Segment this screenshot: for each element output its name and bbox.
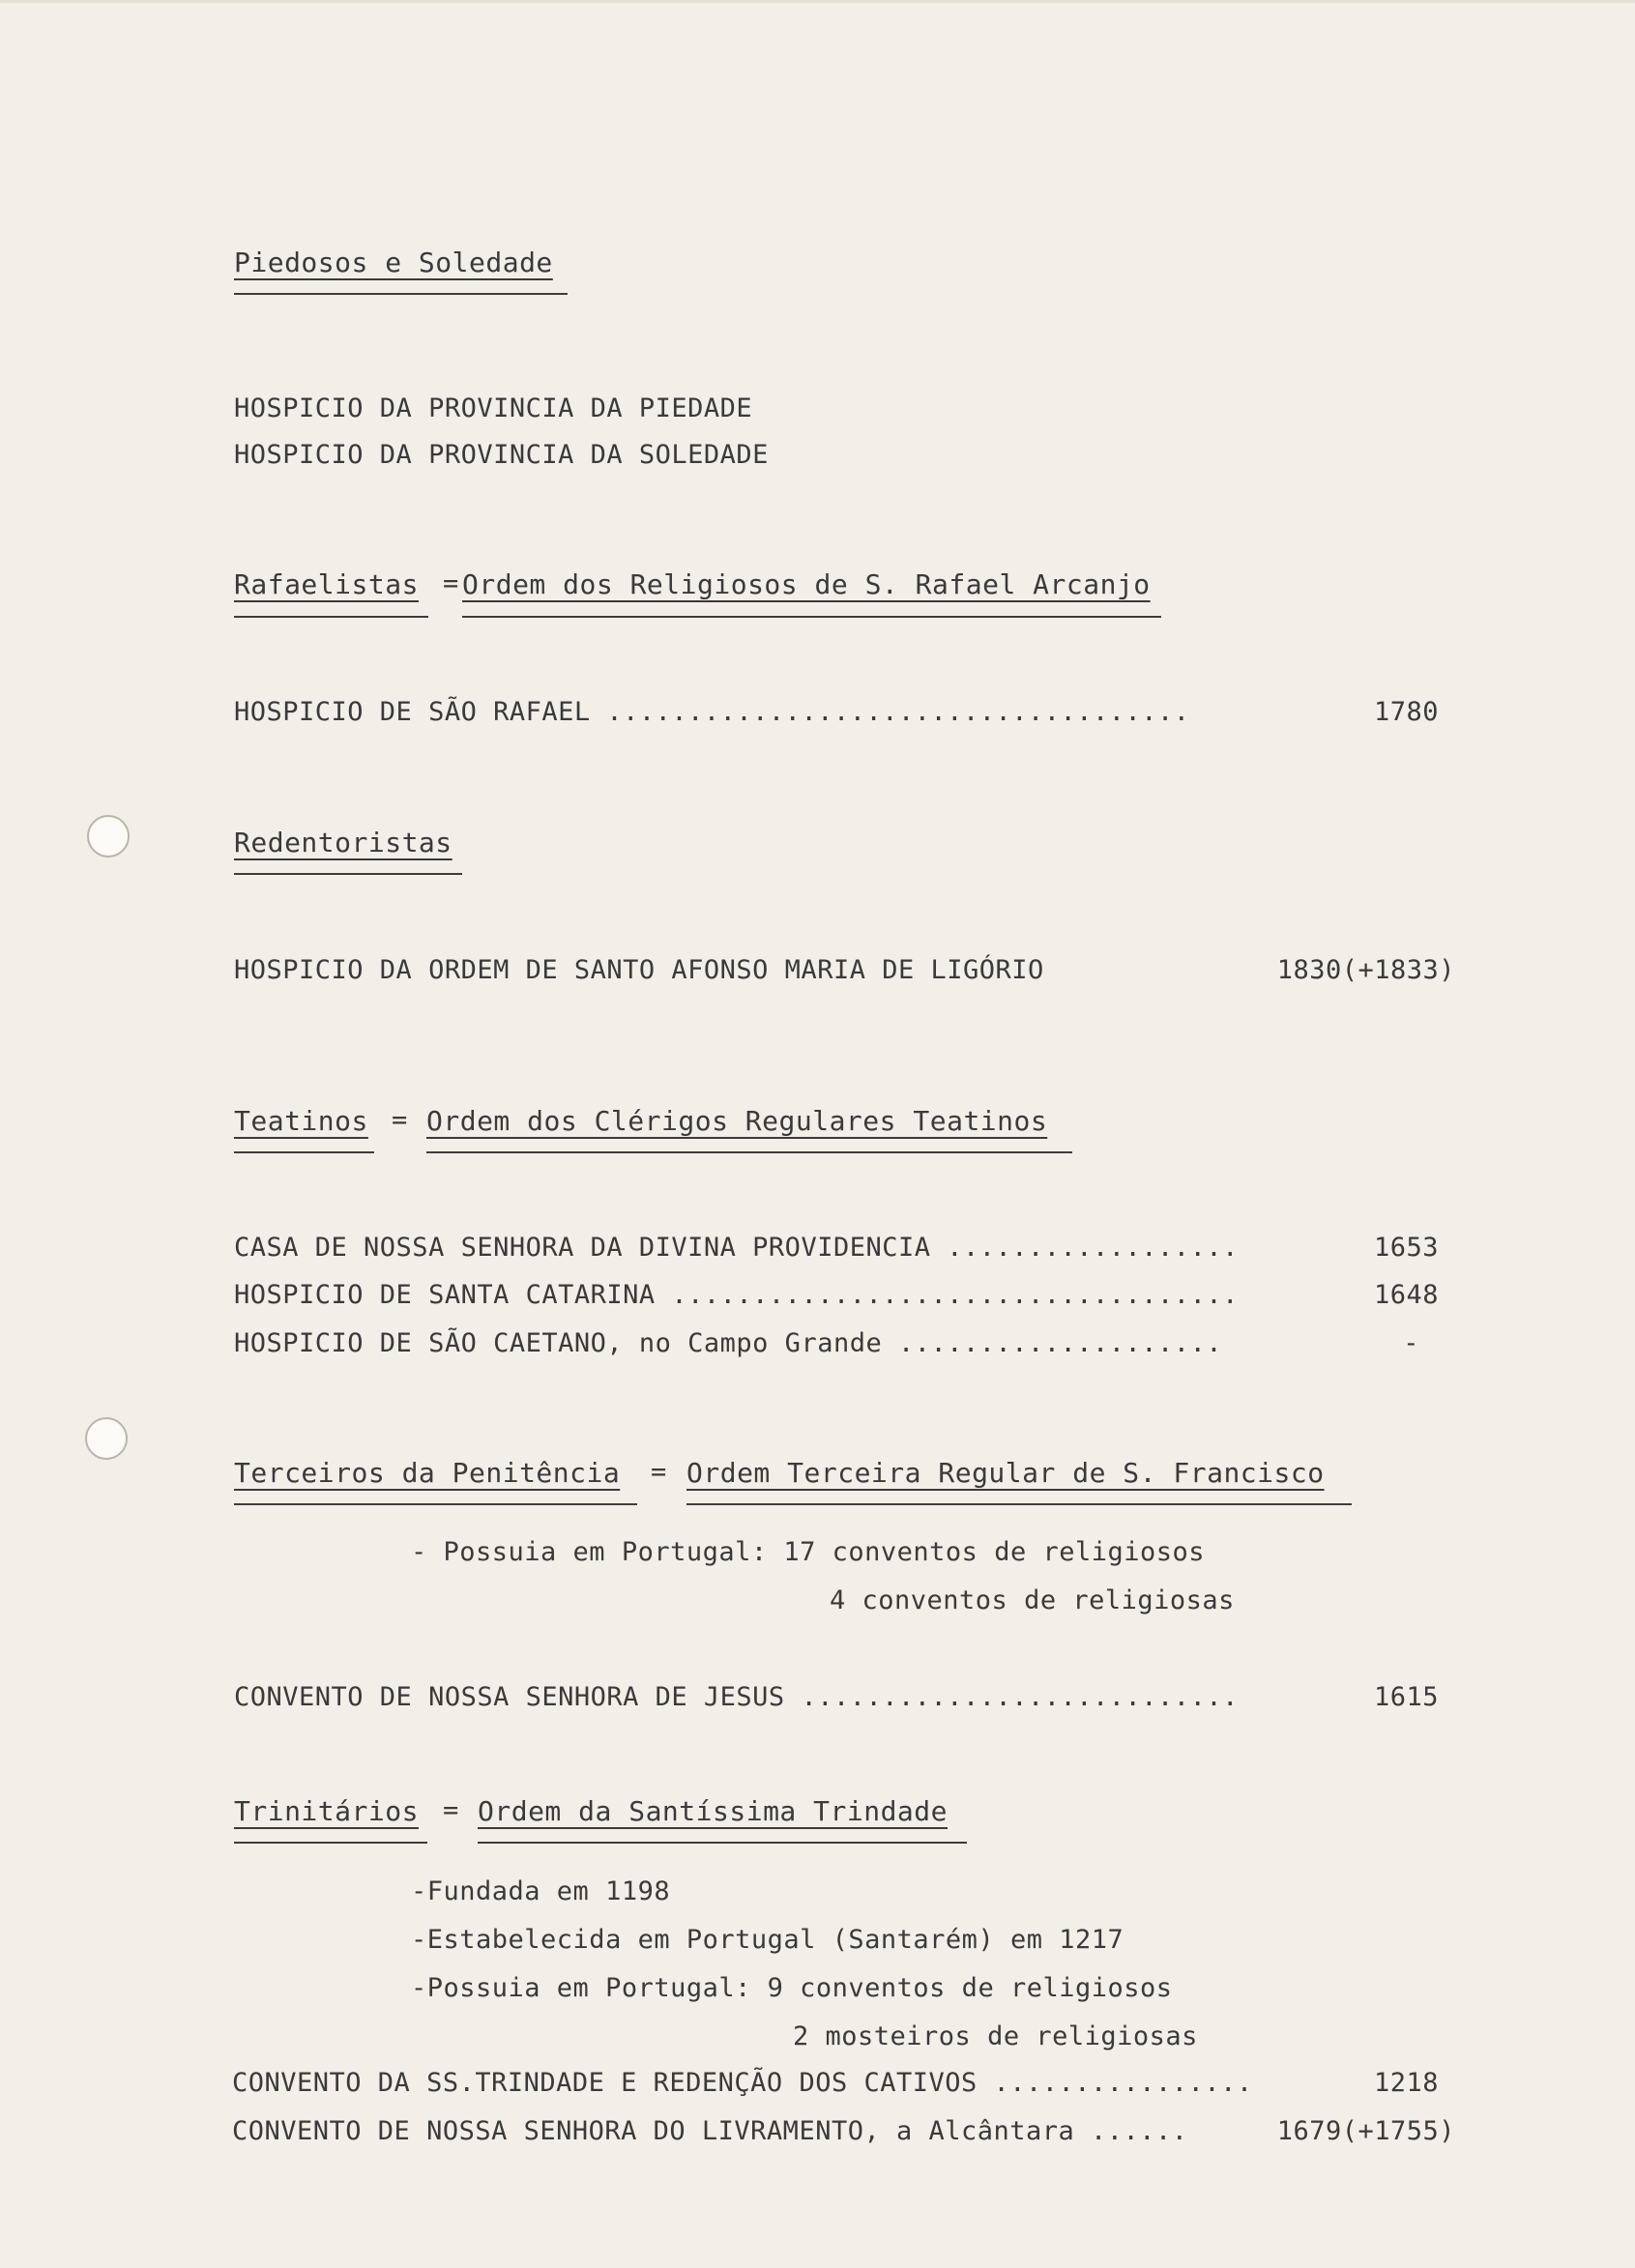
item-hospicio-soledade: HOSPICIO DA PROVINCIA DA SOLEDADE xyxy=(234,440,769,470)
heading-underline xyxy=(462,616,1161,618)
note-possuia: - Possuia em Portugal: 17 conventos de religiosos xyxy=(411,1537,1206,1567)
item-casa-divina-providencia: CASA DE NOSSA SENHORA DA DIVINA PROVIDENCIA .................. xyxy=(234,1233,1239,1263)
item-convento-senhora-jesus: CONVENTO DE NOSSA SENHORA DE JESUS ........................... xyxy=(234,1682,1239,1712)
item-year: 1615 xyxy=(1373,1682,1439,1712)
heading-underline xyxy=(234,1842,427,1844)
item-hospicio-sao-rafael: HOSPICIO DE SÃO RAFAEL .................................... xyxy=(234,697,1190,727)
item-year: 1830(+1833) xyxy=(1276,955,1455,985)
item-hospicio-santo-afonso: HOSPICIO DA ORDEM DE SANTO AFONSO MARIA DE LIGÓRIO xyxy=(234,955,1044,985)
heading-separator: = xyxy=(443,1795,459,1825)
heading-rafaelistas: Rafaelistas xyxy=(234,568,419,600)
heading-underline xyxy=(478,1842,967,1844)
heading-separator: = xyxy=(651,1457,667,1487)
heading-ordem-teatinos: Ordem dos Clérigos Regulares Teatinos xyxy=(426,1105,1048,1137)
item-year: - xyxy=(1403,1328,1419,1358)
heading-piedosos: Piedosos e Soledade xyxy=(234,247,553,278)
heading-terceiros: Terceiros da Penitência xyxy=(234,1457,621,1489)
item-year: 1648 xyxy=(1373,1280,1439,1310)
heading-ordem-trindade: Ordem da Santíssima Trindade xyxy=(478,1795,949,1827)
heading-teatinos: Teatinos xyxy=(234,1105,368,1137)
heading-ordem-rafael: Ordem dos Religiosos de S. Rafael Arcanjo xyxy=(462,568,1151,600)
heading-underline xyxy=(234,293,568,295)
heading-underline xyxy=(234,616,428,618)
item-year: 1218 xyxy=(1373,2068,1439,2098)
heading-underline xyxy=(234,1503,637,1505)
heading-underline xyxy=(234,873,462,875)
note-religiosas: 4 conventos de religiosas xyxy=(830,1585,1235,1615)
note-estabelecida: -Estabelecida em Portugal (Santarém) em 1217 xyxy=(411,1925,1124,1955)
heading-redentoristas: Redentoristas xyxy=(234,827,453,858)
item-convento-livramento: CONVENTO DE NOSSA SENHORA DO LIVRAMENTO, a Alcântara ...... xyxy=(232,2116,1188,2146)
heading-separator: = xyxy=(392,1105,408,1135)
note-possuia: -Possuia em Portugal: 9 conventos de religiosos xyxy=(411,1973,1173,2003)
heading-underline xyxy=(426,1151,1072,1153)
note-fundada: -Fundada em 1198 xyxy=(411,1876,671,1906)
item-hospicio-santa-catarina: HOSPICIO DE SANTA CATARINA ................................... xyxy=(234,1280,1239,1310)
item-convento-ss-trindade: CONVENTO DA SS.TRINDADE E REDENÇÃO DOS CATIVOS ................ xyxy=(232,2068,1253,2098)
heading-underline xyxy=(234,1151,374,1153)
item-hospicio-sao-caetano: HOSPICIO DE SÃO CAETANO, no Campo Grande .................... xyxy=(234,1328,1223,1358)
item-hospicio-piedade: HOSPICIO DA PROVINCIA DA PIEDADE xyxy=(234,393,753,423)
heading-ordem-terceira: Ordem Terceira Regular de S. Francisco xyxy=(686,1457,1325,1489)
item-year: 1653 xyxy=(1373,1233,1439,1263)
binder-hole-upper xyxy=(87,815,130,858)
item-year: 1679(+1755) xyxy=(1276,2116,1455,2146)
binder-hole-lower xyxy=(85,1417,128,1460)
heading-underline xyxy=(686,1503,1352,1505)
heading-separator: = xyxy=(443,568,459,598)
heading-trinitarios: Trinitários xyxy=(234,1795,419,1827)
note-mosteiros: 2 mosteiros de religiosas xyxy=(793,2021,1198,2051)
item-year: 1780 xyxy=(1373,697,1439,727)
